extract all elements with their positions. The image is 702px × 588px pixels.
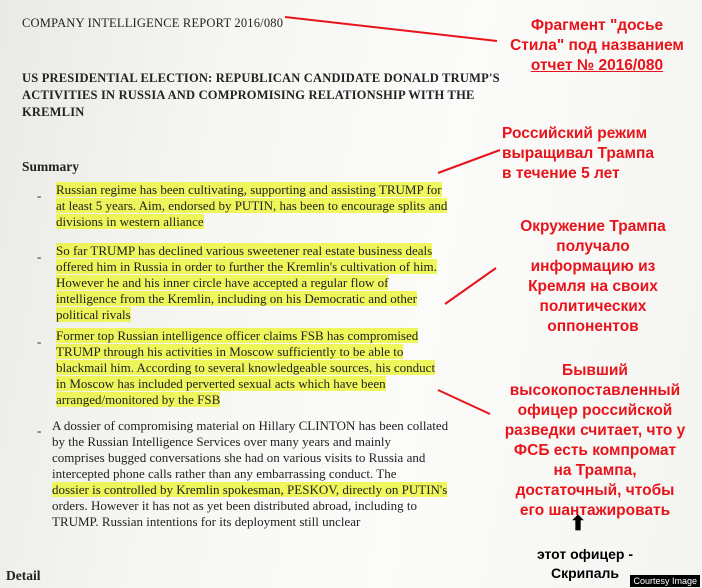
pointer-line-header [285, 17, 497, 41]
pointer-line-bullet-2 [445, 268, 496, 304]
annotation-cultivating-5-years: Российский режим выращивал Трампа в течение 5 лет [502, 125, 654, 182]
report-title-line-3: KREMLIN [22, 105, 85, 119]
bullet-2-line-5: political rivals [56, 307, 131, 322]
bullet-4-line-1: A dossier of compromising material on Hillary CLINTON has been collated [52, 418, 449, 433]
detail-heading: Detail [6, 568, 41, 583]
bullet-4-line-7: TRUMP. Russian intentions for its deployment still unclear [52, 514, 361, 529]
bullet-4-line-3: comprises bugged conversations she had on various visits to Russia and [52, 450, 426, 465]
bullet-marker: - [37, 423, 42, 438]
pointer-line-bullet-3 [438, 390, 490, 414]
bullet-2-line-4: intelligence from the Kremlin, including on his Democratic and other [56, 291, 418, 306]
report-header: COMPANY INTELLIGENCE REPORT 2016/080 [22, 16, 284, 30]
bullet-marker: - [37, 188, 42, 203]
bullet-4-line-6: orders. However it has not as yet been distributed abroad, including to [52, 498, 417, 513]
report-title-line-1: US PRESIDENTIAL ELECTION: REPUBLICAN CANDIDATE DONALD TRUMP'S [22, 71, 500, 85]
bullet-4-line-5: dossier is controlled by Kremlin spokesman, PESKOV, directly on PUTIN's [52, 482, 448, 497]
bullet-1-line-3: divisions in western alliance [56, 214, 204, 229]
annotation-skripal: этот офицер - Скрипаль [536, 546, 634, 581]
bullet-3-line-5: arranged/monitored by the FSB [56, 392, 221, 407]
annotation-former-officer: Бывший высокопоставленный офицер российской разведки считает, что у ФСБ есть компромат на Трампа, достаточный, чтобы его шантажировать [504, 362, 686, 519]
bullet-1-line-1: Russian regime has been cultivating, supporting and assisting TRUMP for [56, 182, 442, 197]
bullet-3-line-3: blackmail him. According to several knowledgeable sources, his conduct [56, 360, 436, 375]
bullet-2-line-3: However he and his inner circle have accepted a regular flow of [56, 275, 389, 290]
up-arrow-icon: ⬆ [569, 513, 587, 535]
bullet-marker: - [37, 249, 42, 264]
bullet-3-line-4: in Moscow has included perverted sexual acts which have been [56, 376, 386, 391]
image-credit: Courtesy Image [630, 575, 700, 587]
pointer-line-summary [438, 150, 500, 173]
bullet-3-line-2: TRUMP through his activities in Moscow sufficiently to be able to [56, 344, 404, 359]
report-title-line-2: ACTIVITIES IN RUSSIA AND COMPROMISING RELATIONSHIP WITH THE [22, 88, 475, 102]
annotation-inner-circle: Окружение Трампа получало информацию из Кремля на своих политических оппонентов [520, 218, 666, 335]
bullet-2-line-2: offered him in Russia in order to further the Kremlin's cultivation of him. [56, 259, 437, 274]
bullet-marker: - [37, 334, 42, 349]
bullet-3-line-1: Former top Russian intelligence officer claims FSB has compromised [56, 328, 419, 343]
bullet-1-line-2: at least 5 years. Aim, endorsed by PUTIN, has been to encourage splits and [56, 198, 448, 213]
bullet-4-line-4: intercepted phone calls rather than any embarrassing conduct. The [52, 466, 397, 481]
annotation-report-fragment: Фрагмент "досье Стила" под названием отчет № 2016/080 [510, 17, 684, 74]
summary-heading: Summary [22, 159, 79, 174]
bullet-2-line-1: So far TRUMP has declined various sweetener real estate business deals [56, 243, 433, 258]
bullet-4-line-2: by the Russian Intelligence Services over many years and mainly [52, 434, 391, 449]
